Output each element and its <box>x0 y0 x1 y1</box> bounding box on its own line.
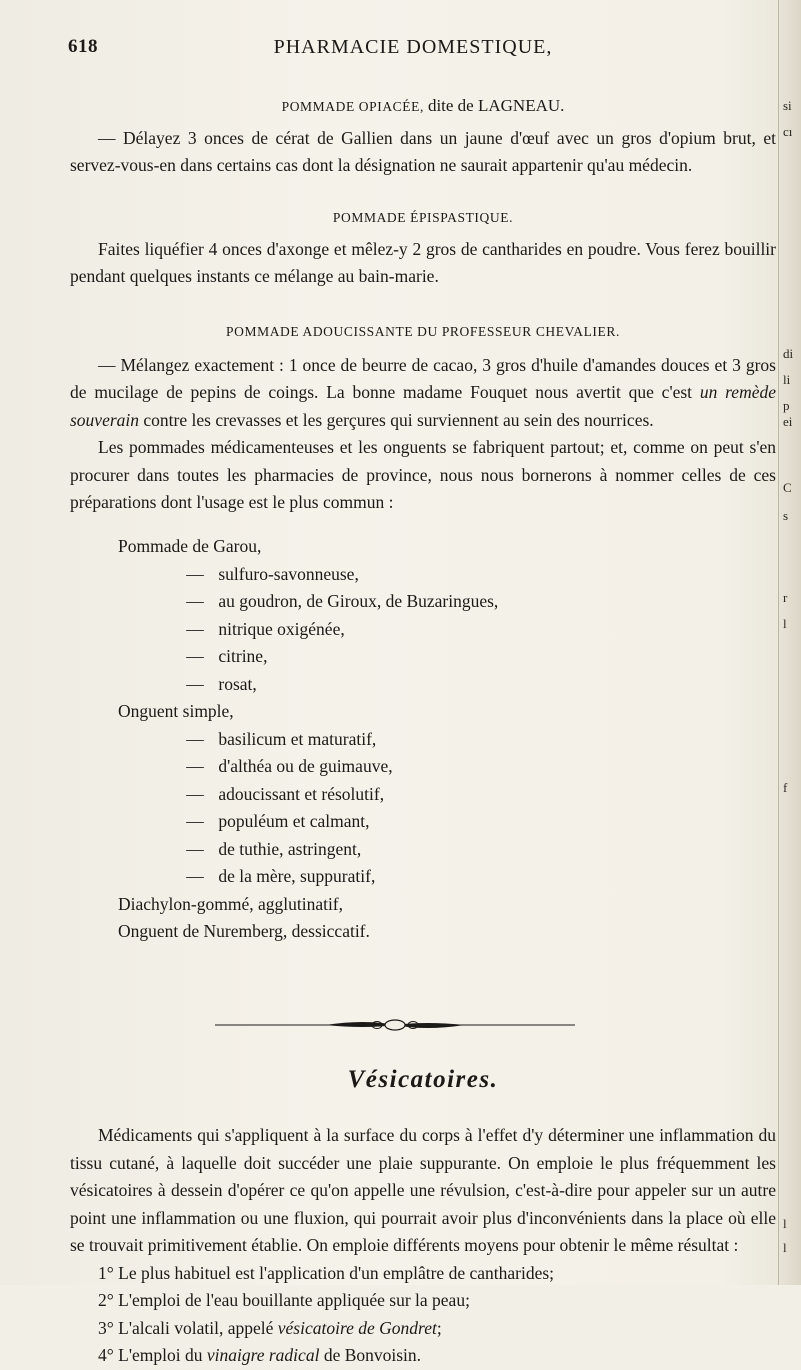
list-item: — sulfuro-savonneuse, <box>186 563 359 584</box>
list-item: — basilicum et maturatif, <box>186 728 377 749</box>
list-item: — adoucissant et résolutif, <box>186 783 385 804</box>
recipe-text: Faites liquéfier 4 onces d'axonge et mêlez-y 2 gros de cantharides en poudre. Vous ferez bouillir pendant quelques instants ce mélange au bain-marie. <box>70 238 776 286</box>
list-item: — nitrique oxigénée, <box>186 618 345 639</box>
page-number: 618 <box>68 36 98 57</box>
section-title: Vésicatoires. <box>347 1066 499 1093</box>
intro-paragraph: Les pommades médicamenteuses et les onguents se fabriquent partout; et, comme on peut s'en procurer dans toutes les pharmacies de province, nous nous bornerons à nommer celles de ces préparations dont l'usage est le plus commun : <box>70 437 776 512</box>
recipe-epispastique <box>70 204 776 291</box>
method-item: 1° Le plus habituel est l'application d'un emplâtre de cantharides; <box>98 1262 555 1283</box>
section-body <box>70 1122 776 1370</box>
recipe-title: POMMADE ÉPISPASTIQUE. <box>332 210 514 225</box>
section-vesicatoires <box>70 1066 776 1094</box>
recipe-title: POMMADE ADOUCISSANTE DU PROFESSEUR CHEVALIER. <box>226 324 620 339</box>
recipe-opiacee <box>70 92 776 180</box>
preparations-list <box>118 533 678 946</box>
list-item: — d'althéa ou de guimauve, <box>186 756 393 776</box>
list-item: — de la mère, suppuratif, <box>186 866 376 886</box>
list-item: — rosat, <box>186 673 257 694</box>
list-item: Onguent simple, <box>118 701 234 721</box>
recipe-text: — Mélangez exactement : 1 once de beurre de cacao, 3 gros d'huile d'amandes douces et 3 gros de mucilage de pepins de coings. La bonne madame Fouquet nous avertit que c'est un remède souverain contre les crevasses et les gerçures qui surviennent au sein des nourrices. <box>70 354 776 430</box>
ornament-divider <box>215 1018 575 1032</box>
facing-page-edge: si cı di li p ei C s r l f l l <box>778 0 801 1285</box>
list-item: Onguent de Nuremberg, dessiccatif. <box>118 921 370 941</box>
recipe-text: — Délayez 3 onces de cérat de Gallien dans un jaune d'œuf avec un gros d'opium brut, et servez-vous-en dans certains cas dont la désignation ne saurait appartenir qu'au médecin. <box>70 127 776 175</box>
method-item: 4° L'emploi du vinaigre radical de Bonvoisin. <box>98 1345 422 1365</box>
list-item: — de tuthie, astringent, <box>186 838 362 859</box>
running-title: PHARMACIE DOMESTIQUE, <box>273 36 553 58</box>
recipe-adoucissante <box>70 318 776 517</box>
list-item: — populéum et calmant, <box>186 811 370 831</box>
list-item: — au goudron, de Giroux, de Buzaringues, <box>186 591 499 611</box>
list-item: Pommade de Garou, <box>118 536 262 556</box>
list-item: — citrine, <box>186 646 268 666</box>
method-item: 2° L'emploi de l'eau bouillante appliquée sur la peau; <box>98 1290 470 1310</box>
section-paragraph: Médicaments qui s'appliquent à la surface du corps à l'effet d'y déterminer une inflammation du tissu cutané, à laquelle doit succéder une plaie suppurante. On emploie le plus fréquemment les vésicatoires à dessein d'opérer ce qu'on appelle une révulsion, c'est-à-dire pour appeler sur un autre point une inflammation ou une fluxion, qui pourrait avoir plus d'inconvénients dans la place où elle se trouvait primitivement établie. On emploie différents moyens pour obtenir le même résultat : <box>70 1125 776 1255</box>
page-header <box>68 36 758 66</box>
recipe-title: POMMADE OPIACÉE, dite de LAGNEAU. <box>281 96 565 115</box>
list-item: Diachylon-gommé, agglutinatif, <box>118 893 344 914</box>
method-item: 3° L'alcali volatil, appelé vésicatoire de Gondret; <box>98 1317 442 1338</box>
